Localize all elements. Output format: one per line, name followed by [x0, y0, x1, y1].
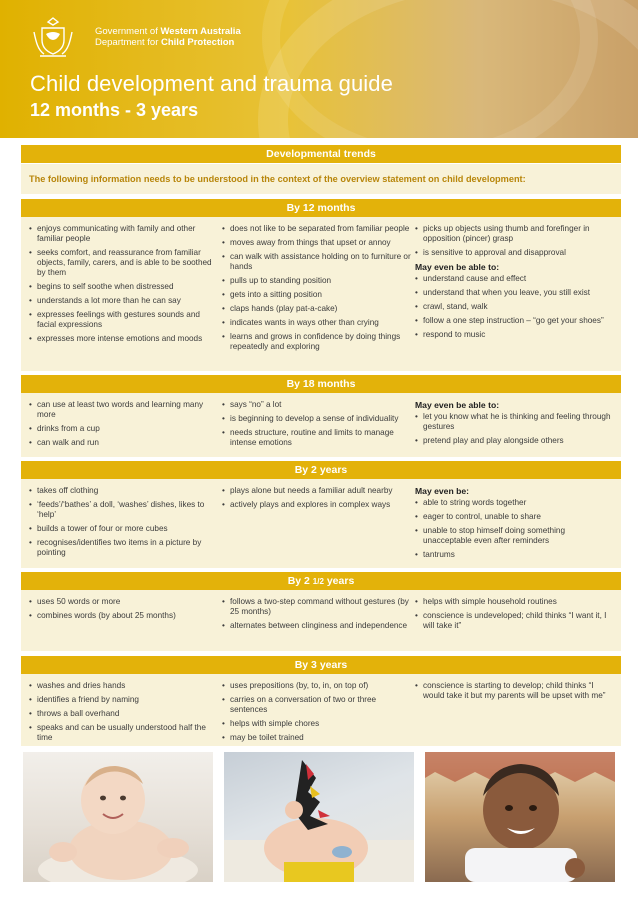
list-item: • uses prepositions (by, to, in, on top of): [222, 681, 412, 691]
list-item: • builds a tower of four or more cubes: [29, 524, 219, 534]
section-2-years: [21, 479, 621, 568]
list-item: • can walk and run: [29, 438, 219, 448]
list-item: • actively plays and explores in complex ways: [222, 500, 412, 510]
list-2-half-years-col1: [29, 597, 219, 621]
list-item: • can walk with assistance holding on to furniture or hands: [222, 252, 412, 272]
list-2-years-col1: [29, 486, 219, 558]
section-12-months: [21, 217, 621, 371]
list-item: • crawl, stand, walk: [415, 302, 615, 312]
list-item: • unable to stop himself doing something unacceptable even after reminders: [415, 526, 615, 546]
list-item: • follows a two-step command without gestures (by 25 months): [222, 597, 412, 617]
list-item: • plays alone but needs a familiar adult nearby: [222, 486, 412, 496]
list-item: • needs structure, routine and limits to manage intense emotions: [222, 428, 412, 448]
list-item: • pulls up to standing position: [222, 276, 412, 286]
section-heading-2-years: By 2 years: [21, 461, 621, 479]
list-item: • may be toilet trained: [222, 733, 412, 743]
list-item: • claps hands (play pat-a-cake): [222, 304, 412, 314]
list-item: • conscience is undeveloped; child thinks “I want it, I will take it”: [415, 611, 615, 631]
list-item: • understand that when you leave, you still exist: [415, 288, 615, 298]
list-3-years-col1: [29, 681, 219, 743]
section-2-half-years: [21, 590, 621, 651]
list-item: • is beginning to develop a sense of individuality: [222, 414, 412, 424]
list-item: • combines words (by about 25 months): [29, 611, 219, 621]
list-item: • tantrums: [415, 550, 615, 560]
list-item: • drinks from a cup: [29, 424, 219, 434]
may-even-label: May even be able to:: [415, 262, 500, 272]
list-item: • learns and grows in confidence by doing things repeatedly and exploring: [222, 332, 412, 352]
list-12-months-may: [415, 274, 615, 340]
list-item: • throws a ball overhand: [29, 709, 219, 719]
list-item: • pretend play and play alongside others: [415, 436, 615, 446]
header-banner: [0, 0, 638, 138]
list-item: • speaks and can be usually understood half the time: [29, 723, 219, 743]
list-18-months-may: [415, 412, 615, 446]
baby-sitting-photo: [23, 752, 213, 882]
list-item: • carries on a conversation of two or three sentences: [222, 695, 412, 715]
section-18-months: [21, 393, 621, 457]
list-2-years-may: [415, 498, 615, 560]
list-item: • understands a lot more than he can say: [29, 296, 219, 306]
section-3-years: [21, 674, 621, 746]
list-12-months-col2: [222, 224, 412, 352]
list-item: • ‘feeds’/‘bathes’ a doll, ‘washes’ dishes, likes to ‘help’: [29, 500, 219, 520]
developmental-trends-heading: Developmental trends: [21, 145, 621, 163]
list-item: • is sensitive to approval and disapproval: [415, 248, 615, 258]
list-item: • eager to control, unable to share: [415, 512, 615, 522]
list-item: • says “no” a lot: [222, 400, 412, 410]
list-item: • helps with simple household routines: [415, 597, 615, 607]
list-2-half-years-col2: [222, 597, 412, 631]
list-2-half-years-col3: [415, 597, 615, 631]
list-item: • washes and dries hands: [29, 681, 219, 691]
list-3-years-col2: [222, 681, 412, 743]
list-item: • expresses feelings with gestures sounds and facial expressions: [29, 310, 219, 330]
list-item: • seeks comfort, and reassurance from familiar objects, family, carers, and is able to be soothed by them: [29, 248, 219, 278]
wa-crest-logo: [30, 14, 76, 60]
list-12-months-col3: [415, 224, 615, 258]
list-item: • gets into a sitting position: [222, 290, 412, 300]
government-logotype: Government of Western Australia Department for Child Protection: [95, 26, 241, 48]
may-even-label: May even be able to:: [415, 400, 500, 410]
intro-panel: [21, 164, 621, 194]
intro-text: The following information needs to be understood in the context of the overview statement on child development:: [29, 174, 526, 184]
list-12-months-col1: [29, 224, 219, 344]
list-item: • does not like to be separated from familiar people: [222, 224, 412, 234]
list-item: • picks up objects using thumb and forefinger in opposition (pincer) grasp: [415, 224, 615, 244]
may-even-label: May even be:: [415, 486, 469, 496]
list-item: • respond to music: [415, 330, 615, 340]
toddler-smiling-photo: [425, 752, 615, 882]
list-18-months-col2: [222, 400, 412, 448]
list-item: • expresses more intense emotions and moods: [29, 334, 219, 344]
list-item: • moves away from things that upset or annoy: [222, 238, 412, 248]
section-heading-2-half-years: By 2 1/2 years: [21, 572, 621, 590]
section-heading-3-years: By 3 years: [21, 656, 621, 674]
list-item: • takes off clothing: [29, 486, 219, 496]
page-title: Child development and trauma guide: [30, 71, 393, 96]
section-heading-18-months: By 18 months: [21, 375, 621, 393]
list-item: • enjoys communicating with family and other familiar people: [29, 224, 219, 244]
list-item: • able to string words together: [415, 498, 615, 508]
list-item: • can use at least two words and learning many more: [29, 400, 219, 420]
list-2-years-col2: [222, 486, 412, 510]
list-item: • helps with simple chores: [222, 719, 412, 729]
decorative-swoosh: [262, 0, 598, 138]
list-item: • recognises/identifies two items in a picture by pointing: [29, 538, 219, 558]
section-heading-12-months: By 12 months: [21, 199, 621, 217]
list-item: • uses 50 words or more: [29, 597, 219, 607]
list-item: • begins to self soothe when distressed: [29, 282, 219, 292]
list-item: • conscience is starting to develop; child thinks “I would take it but my parents will be upset with me”: [415, 681, 615, 701]
list-item: • understand cause and effect: [415, 274, 615, 284]
list-item: • alternates between clinginess and independence: [222, 621, 412, 631]
list-item: • let you know what he is thinking and feeling through gestures: [415, 412, 615, 432]
list-item: • follow a one step instruction – “go get your shoes”: [415, 316, 615, 326]
baby-with-toy-photo: [224, 752, 414, 882]
list-item: • indicates wants in ways other than crying: [222, 318, 412, 328]
list-3-years-col3: [415, 681, 615, 701]
list-item: • identifies a friend by naming: [29, 695, 219, 705]
list-18-months-col1: [29, 400, 219, 448]
page-subtitle: 12 months - 3 years: [30, 100, 199, 120]
